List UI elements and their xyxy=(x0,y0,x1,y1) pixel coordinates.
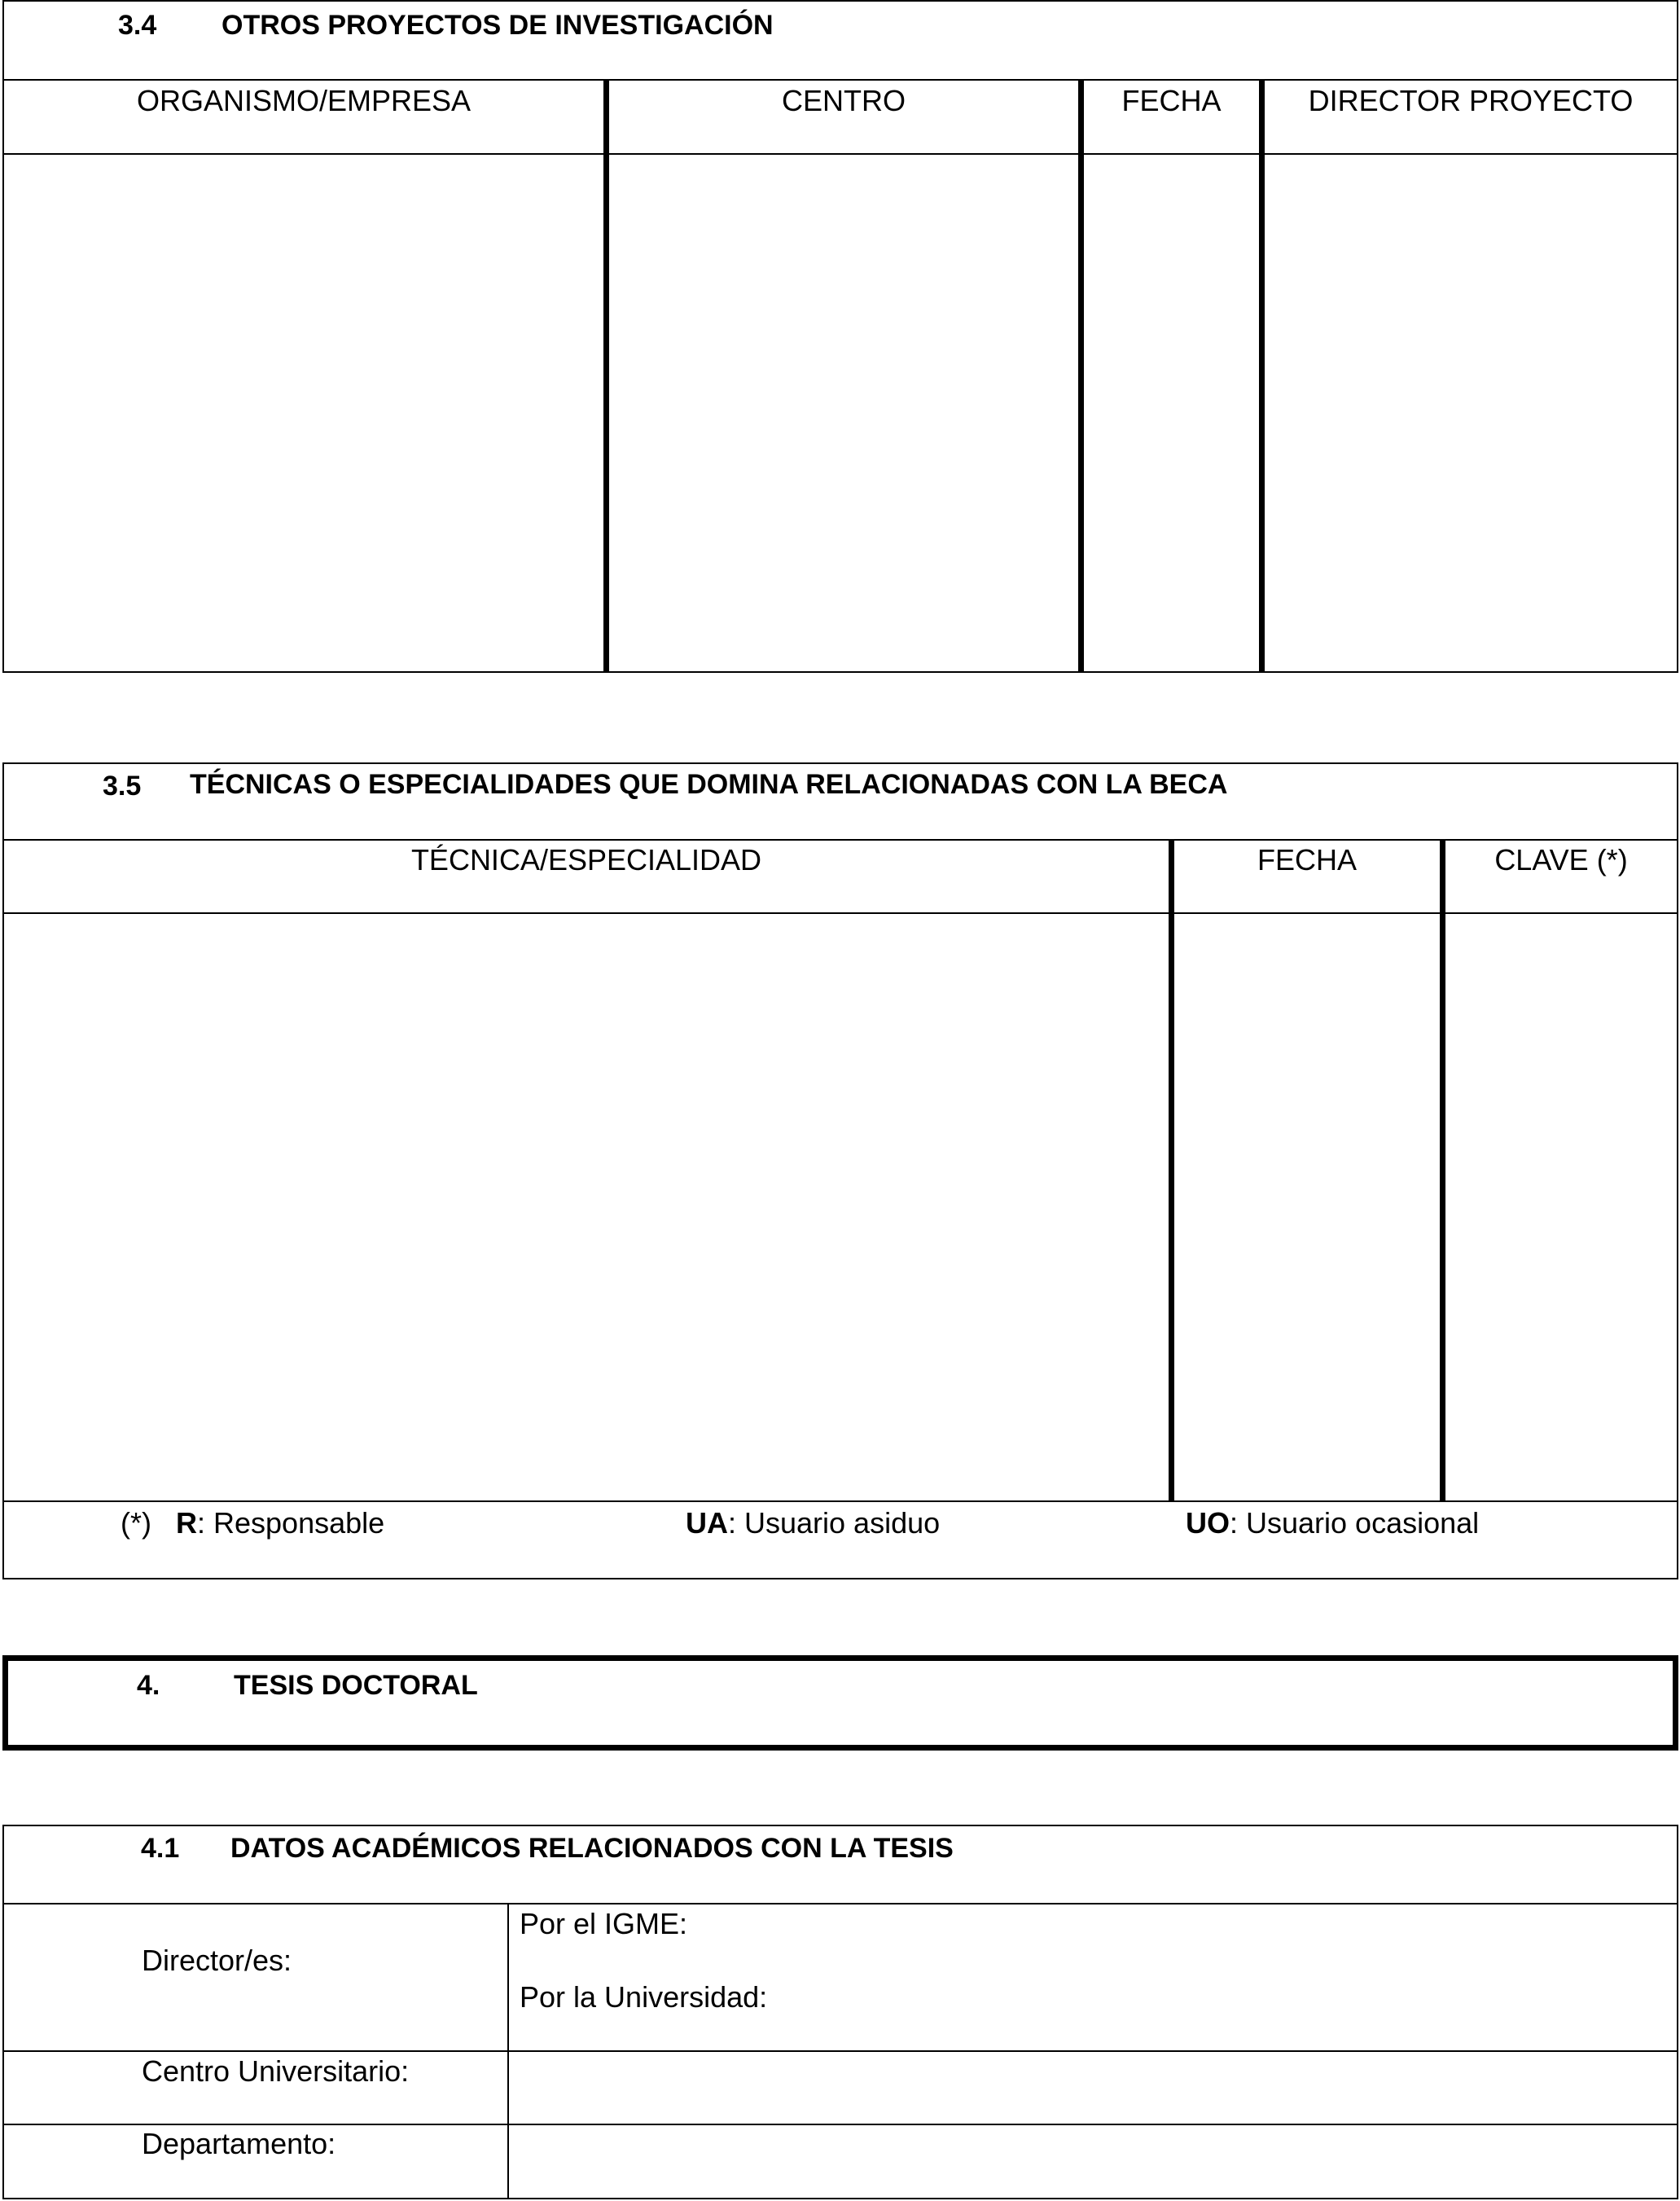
section-3-4-divider-2 xyxy=(1078,80,1084,672)
section-4-title: TESIS DOCTORAL xyxy=(234,1670,478,1701)
section-3-5-divider-1 xyxy=(1169,840,1174,1501)
section-4-1-number: 4.1 xyxy=(141,1833,180,1864)
legend-usuario-ocasional xyxy=(1186,1506,1480,1540)
column-header-fecha: FECHA xyxy=(1257,843,1357,876)
section-4-1-divider xyxy=(507,1904,509,2198)
legend-uo-text: : Usuario ocasional xyxy=(1230,1506,1480,1540)
legend-marker: (*) xyxy=(121,1506,151,1540)
section-3-5-title: TÉCNICAS O ESPECIALIDADES QUE DOMINA RELACIONADAS CON LA BECA xyxy=(190,769,1228,800)
directores-label: Director/es: xyxy=(142,1944,292,1977)
departamento-label: Departamento: xyxy=(142,2127,336,2160)
cell-director-proyecto[interactable] xyxy=(1265,155,1677,671)
section-4-1-title: DATOS ACADÉMICOS RELACIONADOS CON LA TESIS xyxy=(230,1833,954,1864)
cell-fecha[interactable] xyxy=(1084,155,1259,671)
legend-ua-key: UA xyxy=(686,1506,728,1540)
legend-uo-key: UO xyxy=(1186,1506,1230,1540)
column-header-director-proyecto: DIRECTOR PROYECTO xyxy=(1308,84,1634,117)
legend-r-text: : Responsable xyxy=(197,1506,385,1540)
cell-fecha[interactable] xyxy=(1174,914,1440,1500)
section-3-4-title: OTROS PROYECTOS DE INVESTIGACIÓN xyxy=(222,10,774,41)
column-header-organismo-empresa: ORGANISMO/EMPRESA xyxy=(136,84,472,117)
section-4-1-header-rule xyxy=(2,1903,1678,1904)
section-4-number: 4. xyxy=(137,1670,160,1701)
cell-tecnica-especialidad[interactable] xyxy=(4,914,1169,1500)
column-header-centro: CENTRO xyxy=(782,84,906,117)
column-header-clave: CLAVE (*) xyxy=(1494,843,1628,876)
departamento-field[interactable] xyxy=(510,2125,1677,2198)
centro-universitario-label: Centro Universitario: xyxy=(142,2054,410,2088)
legend-responsable xyxy=(176,1506,385,1540)
section-3-4-divider-1 xyxy=(603,80,609,672)
legend-ua-text: : Usuario asiduo xyxy=(728,1506,941,1540)
section-3-5-legend-rule xyxy=(2,1500,1678,1502)
legend-r-key: R xyxy=(176,1506,197,1540)
section-3-5-divider-2 xyxy=(1440,840,1445,1501)
por-universidad-label: Por la Universidad: xyxy=(520,1980,768,2014)
cell-clave[interactable] xyxy=(1445,914,1677,1500)
centro-universitario-field[interactable] xyxy=(510,2052,1677,2124)
section-3-5-number: 3.5 xyxy=(103,771,142,802)
section-3-5-header-top-rule xyxy=(2,839,1678,841)
column-header-tecnica-especialidad: TÉCNICA/ESPECIALIDAD xyxy=(410,843,762,876)
cell-centro[interactable] xyxy=(609,155,1078,671)
legend-usuario-asiduo xyxy=(686,1506,941,1540)
cell-organismo-empresa[interactable] xyxy=(4,155,603,671)
section-3-4-header-top-rule xyxy=(2,79,1678,81)
section-3-4-divider-3 xyxy=(1259,80,1265,672)
por-igme-label: Por el IGME: xyxy=(520,1907,688,1940)
column-header-fecha: FECHA xyxy=(1121,84,1222,117)
section-3-4-number: 3.4 xyxy=(118,10,157,41)
